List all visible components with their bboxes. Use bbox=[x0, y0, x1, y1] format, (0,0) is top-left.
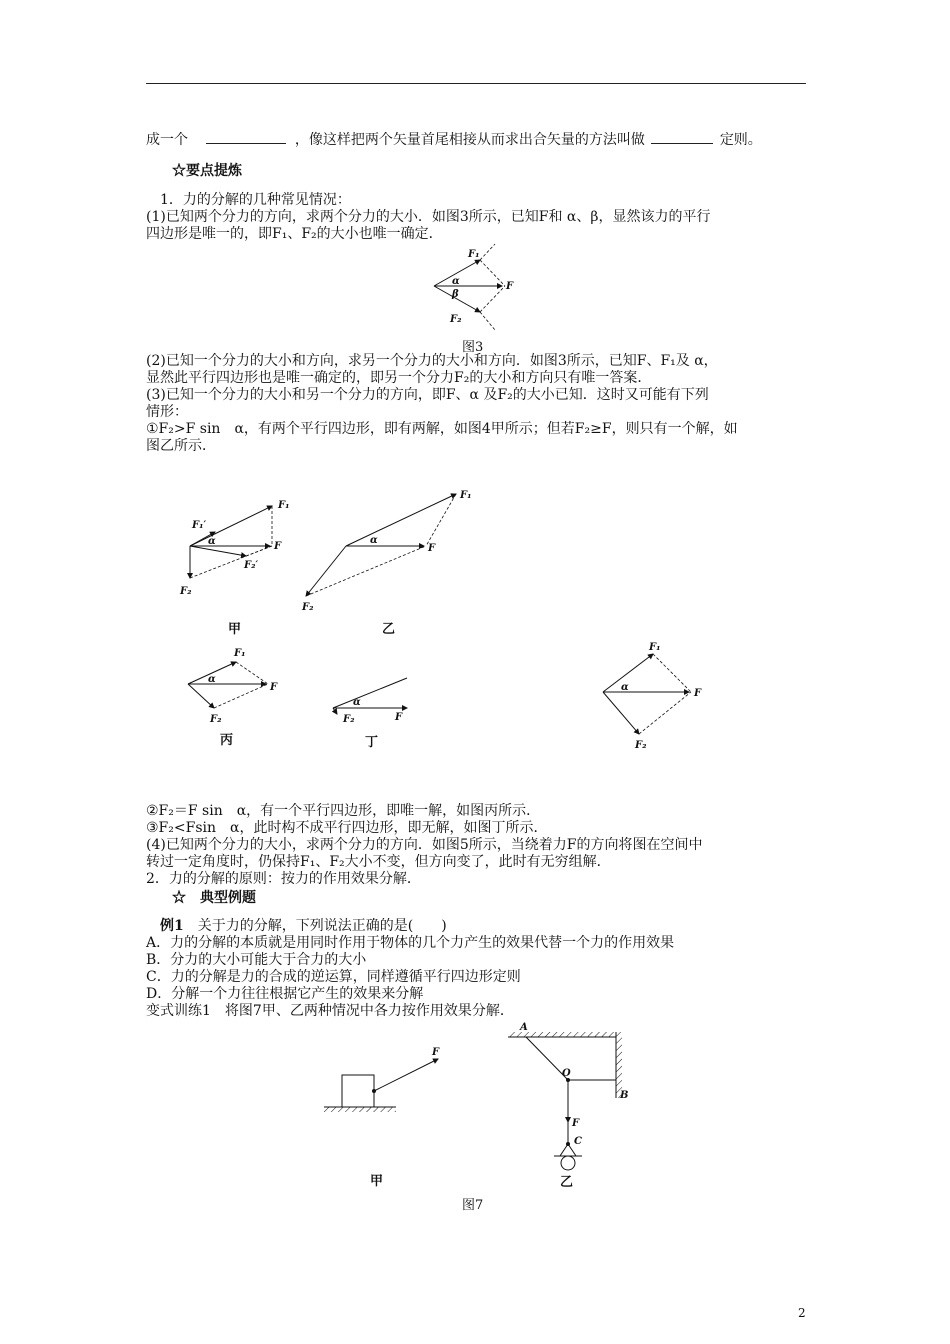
fig4a-label-f1: F₁ bbox=[278, 500, 290, 511]
fig3-label-f: F bbox=[506, 281, 514, 292]
fig4d-sublabel: 丁 bbox=[365, 735, 379, 750]
point-6: (3)已知一个分力的大小和另一个分力的方向，即F、α 及F₂的大小已知．这时又可能有下列 bbox=[146, 387, 709, 403]
fig4c-label-f2: F₂ bbox=[210, 714, 222, 725]
fig4c-sublabel: 丙 bbox=[220, 733, 234, 748]
point-9: 图乙所示． bbox=[146, 438, 216, 454]
intro-text-1: 成一个 bbox=[146, 132, 188, 148]
fig4b-label-f2: F₂ bbox=[302, 602, 314, 613]
fig4d-label-alpha: α bbox=[353, 697, 361, 708]
point-8: ①F₂>F sin α，有两个平行四边形，即有两解，如图4甲所示；但若F₂≥F，则只有一个解，如 bbox=[146, 421, 738, 437]
fig4a-label-alpha: α bbox=[208, 536, 216, 547]
section-title-examples: ☆ 典型例题 bbox=[172, 890, 256, 906]
fig5-label-f: F bbox=[694, 688, 702, 699]
figure-4-yi bbox=[300, 488, 490, 637]
fig7b-label-c: C bbox=[574, 1136, 582, 1147]
point-13: 转过一定角度时，仍保持F₁、F₂大小不变，但方向变了，此时有无穷组解． bbox=[146, 854, 611, 870]
point-1: 1．力的分解的几种常见情况： bbox=[160, 192, 351, 208]
blank-1[interactable] bbox=[206, 130, 286, 144]
point-2: (1)已知两个分力的方向，求两个分力的大小．如图3所示，已知F和 α、β，显然该力的平行 bbox=[146, 209, 711, 225]
example-1-question bbox=[160, 918, 447, 935]
fig4a-label-f2: F₂ bbox=[180, 586, 192, 597]
intro-line bbox=[146, 130, 762, 149]
fig5-label-f2: F₂ bbox=[635, 740, 647, 751]
figure-3-caption: 图3 bbox=[462, 340, 484, 355]
figure-7-caption: 图7 bbox=[462, 1198, 484, 1213]
point-3: 四边形是唯一的，即F₁、F₂的大小也唯一确定． bbox=[146, 226, 443, 242]
fig4b-label-f1: F₁ bbox=[460, 490, 472, 501]
point-12: (4)已知两个分力的大小，求两个分力的方向．如图5所示，当绕着力F的方向将图在空间中 bbox=[146, 837, 703, 853]
fig4d-label-f: F bbox=[395, 712, 403, 723]
option-a[interactable]: A．力的分解的本质就是用同时作用于物体的几个力产生的效果代替一个力的作用效果 bbox=[146, 935, 675, 951]
figure-4-jia bbox=[180, 490, 300, 637]
fig7b-label-f: F bbox=[572, 1118, 580, 1129]
fig7b-label-b: B bbox=[620, 1090, 629, 1101]
fig7a-label-f: F bbox=[432, 1047, 440, 1058]
fig3-label-f2: F₂ bbox=[450, 314, 462, 325]
option-c[interactable]: C．力的分解是力的合成的逆运算，同样遵循平行四边形定则 bbox=[146, 969, 521, 985]
fig4b-label-f: F bbox=[428, 543, 436, 554]
fig4c-label-f1: F₁ bbox=[234, 648, 246, 659]
option-b[interactable]: B．分力的大小可能大于合力的大小 bbox=[146, 952, 367, 968]
fig4c-label-alpha: α bbox=[208, 674, 216, 685]
fig3-label-alpha: α bbox=[452, 276, 460, 287]
figure-7-yi bbox=[500, 1018, 640, 1190]
figure-4-ding bbox=[325, 670, 425, 750]
fig4a-label-f2prime: F₂′ bbox=[244, 560, 259, 571]
example-1-label: 例1 bbox=[160, 918, 184, 934]
figure-7-jia bbox=[320, 1045, 460, 1190]
figure-4-bing bbox=[180, 640, 290, 750]
point-11: ③F₂<Fsin α，此时构不成平行四边形，即无解，如图丁所示． bbox=[146, 820, 548, 836]
section-title-key-points: ☆要点提炼 bbox=[172, 163, 242, 179]
fig5-label-f1: F₁ bbox=[649, 642, 661, 653]
point-10: ②F₂＝F sin α，有一个平行四边形，即唯一解，如图丙所示． bbox=[146, 803, 541, 819]
intro-text-3: 定则。 bbox=[719, 132, 762, 148]
fig3-label-f1: F₁ bbox=[468, 249, 480, 260]
fig4b-label-alpha: α bbox=[370, 535, 378, 546]
intro-text-2: ，像这样把两个矢量首尾相接从而求出合矢量的方法叫做 bbox=[294, 132, 645, 148]
fig4b-sublabel: 乙 bbox=[382, 622, 396, 637]
variant-training-1: 变式训练1 将图7甲、乙两种情况中各力按作用效果分解． bbox=[146, 1003, 514, 1019]
fig4a-label-f1prime: F₁′ bbox=[192, 520, 207, 531]
point-7: 情形： bbox=[146, 404, 188, 420]
fig7b-label-a: A bbox=[520, 1022, 528, 1033]
fig7b-sublabel: 乙 bbox=[560, 1175, 574, 1190]
point-5: 显然此平行四边形也是唯一确定的，即另一个分力F₂的大小和方向只有唯一答案． bbox=[146, 370, 652, 386]
figure-5 bbox=[595, 636, 715, 756]
fig4a-label-f: F bbox=[274, 541, 282, 552]
fig4d-label-f2: F₂ bbox=[343, 714, 355, 725]
fig7b-label-o: O bbox=[562, 1068, 571, 1079]
fig5-label-alpha: α bbox=[621, 682, 629, 693]
figure-3 bbox=[420, 244, 530, 334]
fig3-label-beta: β bbox=[452, 289, 459, 300]
option-d[interactable]: D．分解一个力往往根据它产生的效果来分解 bbox=[146, 986, 424, 1002]
header-rule bbox=[146, 83, 806, 84]
fig4a-sublabel: 甲 bbox=[228, 622, 242, 637]
fig4c-label-f: F bbox=[270, 682, 278, 693]
example-1-text: 关于力的分解，下列说法正确的是( ) bbox=[183, 918, 447, 934]
fig7a-sublabel: 甲 bbox=[370, 1174, 384, 1189]
blank-2[interactable] bbox=[651, 130, 713, 144]
point-14: 2．力的分解的原则：按力的作用效果分解． bbox=[146, 871, 421, 887]
point-4: (2)已知一个分力的大小和方向，求另一个分力的大小和方向．如图3所示，已知F、F₁及 α， bbox=[146, 353, 718, 369]
page-number: 2 bbox=[798, 1306, 806, 1320]
